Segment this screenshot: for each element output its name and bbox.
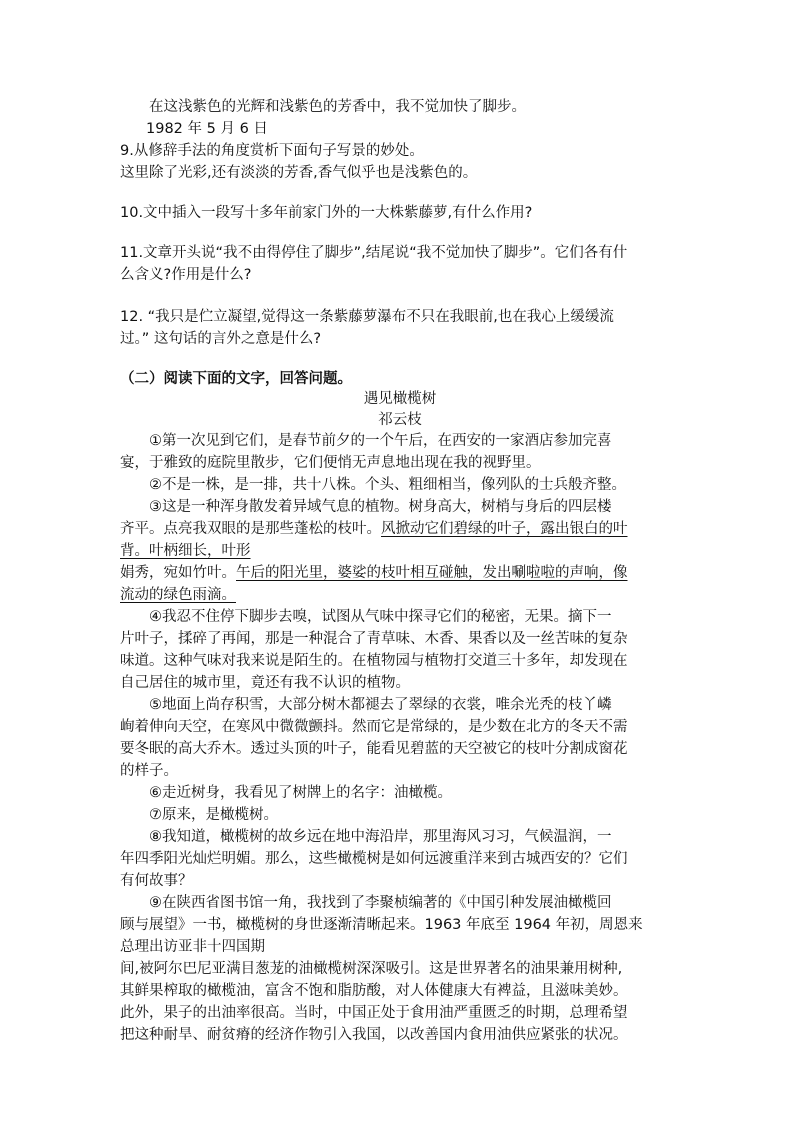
paragraph-4-line-1: ④我忍不住停下脚步去嗅，试图从气味中探寻它们的秘密，无果。摘下一	[149, 609, 612, 625]
paragraph-1-line-1: ①第一次见到它们，是春节前夕的一个午后，在西安的一家酒店参加完喜	[149, 433, 612, 449]
paragraph-9-line-5: 其鲜果榨取的橄榄油，富含不饱和脂肪酸，对人体健康大有裨益，且滋味美妙。	[120, 983, 628, 999]
question-12-line-2: 过。” 这句话的言外之意是什么?	[120, 331, 322, 347]
article-title: 遇见橄榄树	[363, 391, 437, 407]
question-11-line-2: 么含义?作用是什么?	[120, 267, 252, 283]
date-line: 1982 年 5 月 6 日	[146, 121, 268, 137]
closing-line: 在这浅紫色的光辉和浅紫色的芳香中，我不觉加快了脚步。	[149, 99, 526, 115]
paragraph-6: ⑥走近树身，我看见了树牌上的名字：油橄榄。	[149, 785, 452, 801]
question-9-sentence: 这里除了光彩,还有淡淡的芳香,香气似乎也是浅紫色的。	[120, 165, 478, 181]
paragraph-3-line-3: 背。叶柄细长，叶形	[120, 543, 251, 559]
paragraph-4-line-3: 味道。这种气味对我来说是陌生的。在植物园与植物打交道三十多年，却发现在	[120, 653, 628, 669]
paragraph-3-line-4	[120, 562, 680, 584]
section-heading: （二）阅读下面的文字，回答问题。	[120, 371, 352, 387]
paragraph-5-line-4: 的样子。	[120, 763, 178, 779]
question-9: 9.从修辞手法的角度赏析下面句子写景的妙处。	[120, 143, 424, 159]
question-11-line-1: 11.文章开头说“我不由得停住了脚步”,结尾说“我不觉加快了脚步”。它们各有什	[120, 245, 628, 261]
paragraph-3-line-5: 流动的绿色雨滴。	[120, 587, 236, 603]
article-author: 祁云枝	[378, 412, 422, 428]
paragraph-8-line-1: ⑧我知道，橄榄树的故乡远在地中海沿岸，那里海风习习，气候温润，一	[149, 829, 612, 845]
paragraph-2: ②不是一株，是一排，共十八株。个头、粗细相当，像列队的士兵般齐整。	[149, 477, 626, 493]
paragraph-9-line-6: 此外，果子的出油率很高。当时，中国正处于食用油严重匮乏的时期，总理希望	[120, 1005, 628, 1021]
paragraph-9-line-3: 总理出访亚非十四国期	[120, 939, 265, 955]
paragraph-5-line-2: 峋着伸向天空，在寒风中微微颤抖。然而它是常绿的，是少数在北方的冬天不需	[120, 719, 628, 735]
paragraph-1-line-2: 宴，于雅致的庭院里散步，它们便悄无声息地出现在我的视野里。	[120, 455, 541, 471]
paragraph-3-line-1: ③这是一种浑身散发着异域气息的植物。树身高大，树梢与身后的四层楼	[149, 499, 612, 515]
question-10: 10.文中插入一段写十多年前家门外的一大株紫藤萝,有什么作用?	[120, 205, 533, 221]
paragraph-8-line-3: 有何故事？	[120, 873, 193, 889]
paragraph-9-line-2: 顾与展望》一书，橄榄树的身世逐渐清晰起来。1963 年底至 1964 年初，周恩来	[120, 917, 643, 933]
paragraph-9-line-1: ⑨在陕西省图书馆一角，我找到了李聚桢编著的《中国引种发展油橄榄回	[149, 895, 612, 911]
paragraph-3-line-2	[120, 518, 680, 540]
paragraph-5-line-1: ⑤地面上尚存积雪，大部分树木都褪去了翠绿的衣裳，唯余光秃的枝丫嶙	[149, 697, 612, 713]
paragraph-3-plain-text: 齐平。点亮我双眼的是那些蓬松的枝叶。	[120, 521, 381, 537]
paragraph-5-line-3: 要冬眠的高大乔木。透过头顶的叶子，能看见碧蓝的天空被它的枝叶分割成窗花	[120, 741, 628, 757]
underlined-sentence: 午后的阳光里，婆娑的枝叶相互碰触，发出唰啦啦的声响，像	[236, 565, 628, 581]
underlined-sentence: 风掀动它们碧绿的叶子，露出银白的叶	[381, 521, 628, 537]
paragraph-9-line-7: 把这种耐旱、耐贫瘠的经济作物引入我国，以改善国内食用油供应紧张的状况。	[120, 1027, 628, 1043]
question-12-line-1: 12. “我只是伫立凝望,觉得这一条紫藤萝瀑布不只在我眼前,也在我心上缓缓流	[120, 309, 614, 325]
paragraph-3-plain-text: 娟秀，宛如竹叶。	[120, 565, 236, 581]
paragraph-4-line-2: 片叶子，揉碎了再闻，那是一种混合了青草味、木香、果香以及一丝苦味的复杂	[120, 631, 628, 647]
paragraph-7: ⑦原来，是橄榄树。	[149, 807, 278, 823]
paragraph-8-line-2: 年四季阳光灿烂明媚。那么，这些橄榄树是如何远渡重洋来到古城西安的？它们	[120, 851, 628, 867]
paragraph-4-line-4: 自己居住的城市里，竟还有我不认识的植物。	[120, 675, 410, 691]
paragraph-9-line-4: 间,被阿尔巴尼亚满目葱茏的油橄榄树深深吸引。这是世界著名的油果兼用树种,	[120, 961, 623, 977]
